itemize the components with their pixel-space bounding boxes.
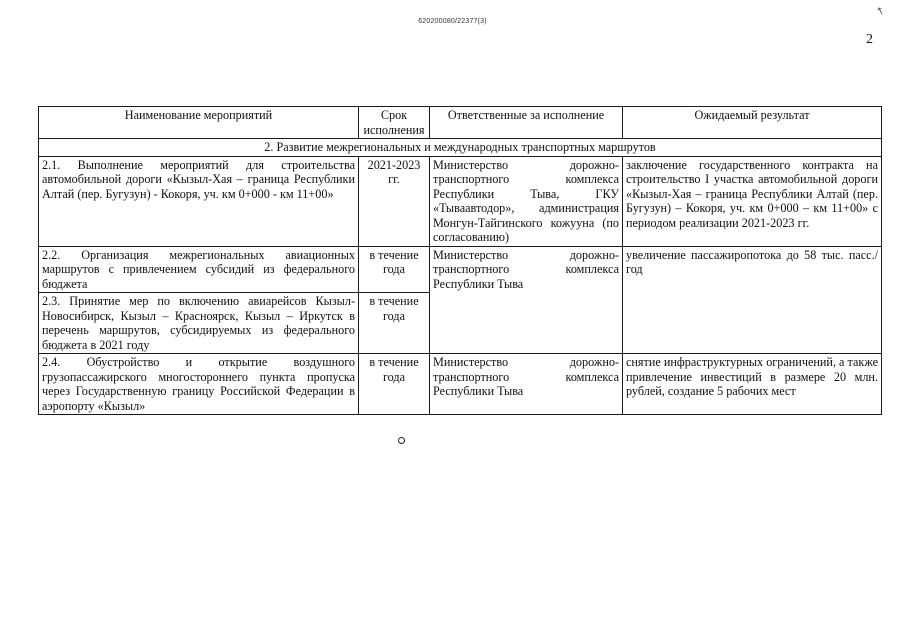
row-result: снятие инфраструктурных ограничений, а также привлечение инвестиций в размере 20 млн. рублей, создание 5 рабочих мест bbox=[623, 354, 882, 415]
row-term: в течение года bbox=[359, 246, 430, 293]
column-header-result: Ожидаемый результат bbox=[623, 107, 882, 139]
row-term: 2021-2023 гг. bbox=[359, 156, 430, 246]
corner-scan-mark: ↖ bbox=[874, 4, 887, 19]
row-name: 2.2. Организация межрегиональных авиационных маршрутов с привлечением субсидий из федерального бюджета bbox=[39, 246, 359, 293]
column-header-term: Срок исполнения bbox=[359, 107, 430, 139]
section-title: 2. Развитие межрегиональных и международных транспортных маршрутов bbox=[39, 139, 882, 157]
measures-table bbox=[38, 106, 882, 415]
row-result: увеличение пассажиропотока до 58 тыс. пасс./год bbox=[623, 246, 882, 354]
circle-mark bbox=[398, 437, 405, 444]
table-row bbox=[39, 354, 882, 415]
table-row bbox=[39, 156, 882, 246]
table-row bbox=[39, 246, 882, 293]
column-header-responsible: Ответственные за исполнение bbox=[430, 107, 623, 139]
row-term: в течение года bbox=[359, 293, 430, 354]
row-responsible: Министерство дорожно-транспортного комплекса Республики Тыва bbox=[430, 354, 623, 415]
row-name: 2.3. Принятие мер по включению авиарейсов Кызыл-Новосибирск, Кызыл – Красноярск, Кызыл – Иркутск в перечень маршрутов, субсидируемых из федерального бюджета в 2021 году bbox=[39, 293, 359, 354]
row-name: 2.4. Обустройство и открытие воздушного грузопассажирского многостороннего пункта пропуска через Государственную границу Российской Федерации в аэропорту «Кызыл» bbox=[39, 354, 359, 415]
row-responsible: Министерство дорожно-транспортного комплекса Республики Тыва, ГКУ «Тываавтодор», администрация Монгун-Тайгинского кожууна (по согласованию) bbox=[430, 156, 623, 246]
document-id: 620200080/22377(3) bbox=[418, 18, 487, 25]
row-result: заключение государственного контракта на строительство I участка автомобильной дороги «Кызыл-Хая – граница Республики Алтай (пер. Бугузун) – Кокоря, уч. км 0+000 – км 11+00» с периодом реализации 2021-2023 гг. bbox=[623, 156, 882, 246]
column-header-name: Наименование мероприятий bbox=[39, 107, 359, 139]
section-row bbox=[39, 139, 882, 157]
row-name: 2.1. Выполнение мероприятий для строительства автомобильной дороги «Кызыл-Хая – граница Республики Алтай (пер. Бугузун) - Кокоря, уч. км 0+000 - км 11+00» bbox=[39, 156, 359, 246]
row-term: в течение года bbox=[359, 354, 430, 415]
page-number: 2 bbox=[866, 32, 873, 47]
row-responsible: Министерство дорожно-транспортного комплекса Республики Тыва bbox=[430, 246, 623, 354]
table-header-row bbox=[39, 107, 882, 139]
